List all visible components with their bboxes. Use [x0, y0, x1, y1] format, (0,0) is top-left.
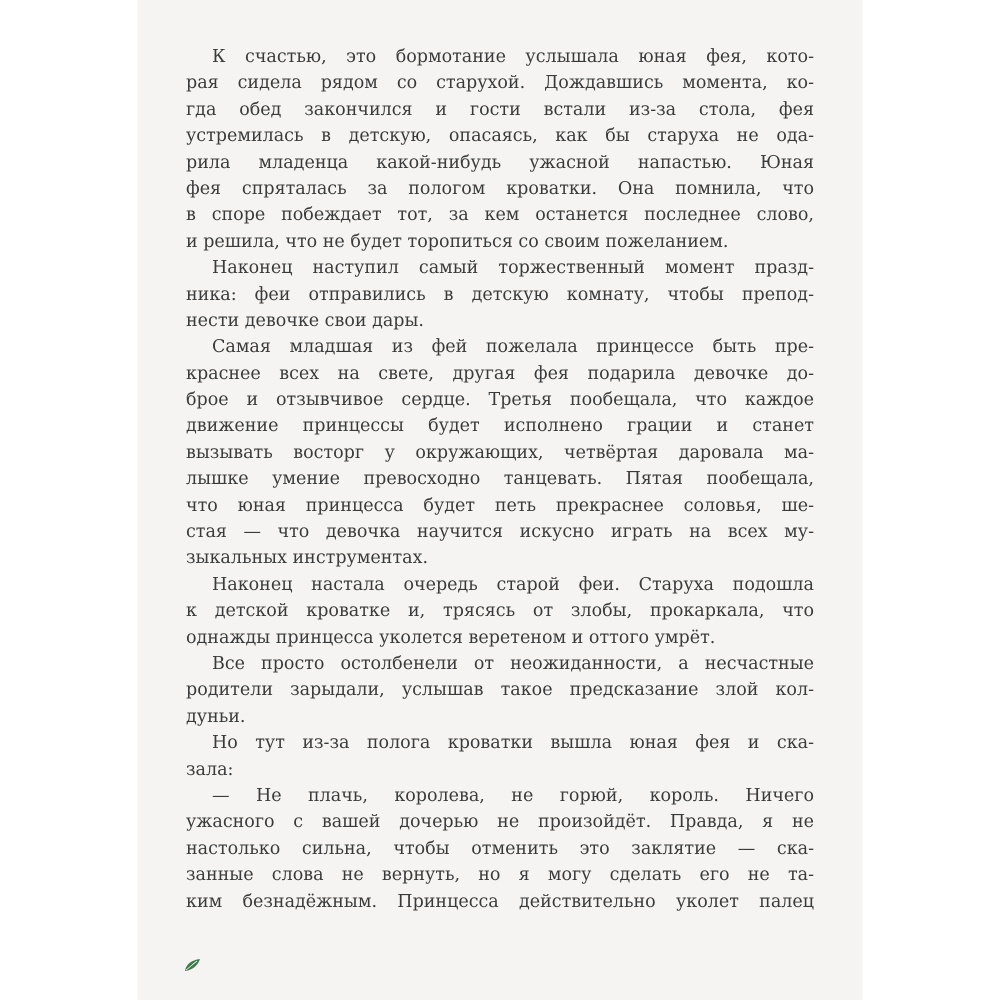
paragraph	[186, 730, 814, 783]
paragraph	[186, 783, 814, 915]
text-line: однажды принцесса уколется веретеном и оттого умрёт.	[186, 627, 716, 648]
text-line: рая сидела рядом со старухой. Дождавшись момента, ко-	[186, 73, 814, 94]
text-line: устремилась в детскую, опасаясь, как бы старуха не ода-	[186, 126, 814, 147]
text-line: лышке умение превосходно танцевать. Пятая пообещала,	[186, 469, 814, 490]
text-line: зыкальных инструментах.	[186, 548, 429, 569]
text-line: вызывать восторг у окружающих, четвёртая даровала ма-	[186, 442, 814, 463]
text-line: и решила, что не будет торопиться со своим пожеланием.	[186, 231, 729, 252]
paragraph	[186, 651, 814, 730]
text-line: в споре побеждает тот, за кем останется последнее слово,	[186, 205, 814, 226]
text-line: Но тут из-за полога кроватки вышла юная фея и ска-	[212, 733, 814, 754]
body-text	[186, 44, 814, 915]
leaf-icon	[184, 958, 202, 972]
paragraph	[186, 44, 814, 255]
paragraph	[186, 255, 814, 334]
text-line: занные слова не вернуть, но я могу сделать его не та-	[186, 865, 814, 886]
text-line: родители зарыдали, услышав такое предсказание злой кол-	[186, 680, 814, 701]
paragraph	[186, 334, 814, 572]
text-line: Все просто остолбенели от неожиданности, а несчастные	[212, 653, 814, 674]
text-line: к детской кроватке и, трясясь от злобы, прокаркала, что	[186, 601, 814, 622]
text-line: ужасного с вашей дочерью не произойдёт. Правда, я не	[186, 812, 814, 833]
text-line: — Не плачь, королева, не горюй, король. Ничего	[212, 785, 814, 806]
text-line: брое и отзывчивое сердце. Третья пообещала, что каждое	[186, 390, 814, 411]
text-line: рила младенца какой-нибудь ужасной напастью. Юная	[186, 152, 814, 173]
text-line: ким безнадёжным. Принцесса действительно уколет палец	[186, 891, 814, 912]
text-line: ника: феи отправились в детскую комнату, чтобы препод-	[186, 284, 814, 305]
text-line: Наконец наступил самый торжественный момент празд-	[212, 258, 814, 279]
text-line: дуньи.	[186, 706, 246, 727]
text-line: гда обед закончился и гости встали из-за стола, фея	[186, 99, 814, 120]
text-line: что юная принцесса будет петь прекраснее соловья, ше-	[186, 495, 814, 516]
text-line: краснее всех на свете, другая фея подарила девочке до-	[186, 363, 814, 384]
text-line: Самая младшая из фей пожелала принцессе быть пре-	[212, 337, 814, 358]
paragraph	[186, 572, 814, 651]
text-line: фея спряталась за пологом кроватки. Она помнила, что	[186, 178, 814, 199]
text-line: движение принцессы будет исполнено грации и станет	[186, 416, 814, 437]
text-line: К счастью, это бормотание услышала юная фея, кото-	[212, 47, 814, 67]
book-page	[138, 0, 862, 1000]
text-line: стая — что девочка научится искусно играть на всех му-	[186, 522, 814, 543]
text-line: зала:	[186, 759, 234, 780]
text-line: настолько сильна, чтобы отменить это заклятие — ска-	[186, 838, 814, 859]
text-line: нести девочке свои дары.	[186, 310, 424, 331]
text-line: Наконец настала очередь старой феи. Старуха подошла	[212, 574, 814, 595]
